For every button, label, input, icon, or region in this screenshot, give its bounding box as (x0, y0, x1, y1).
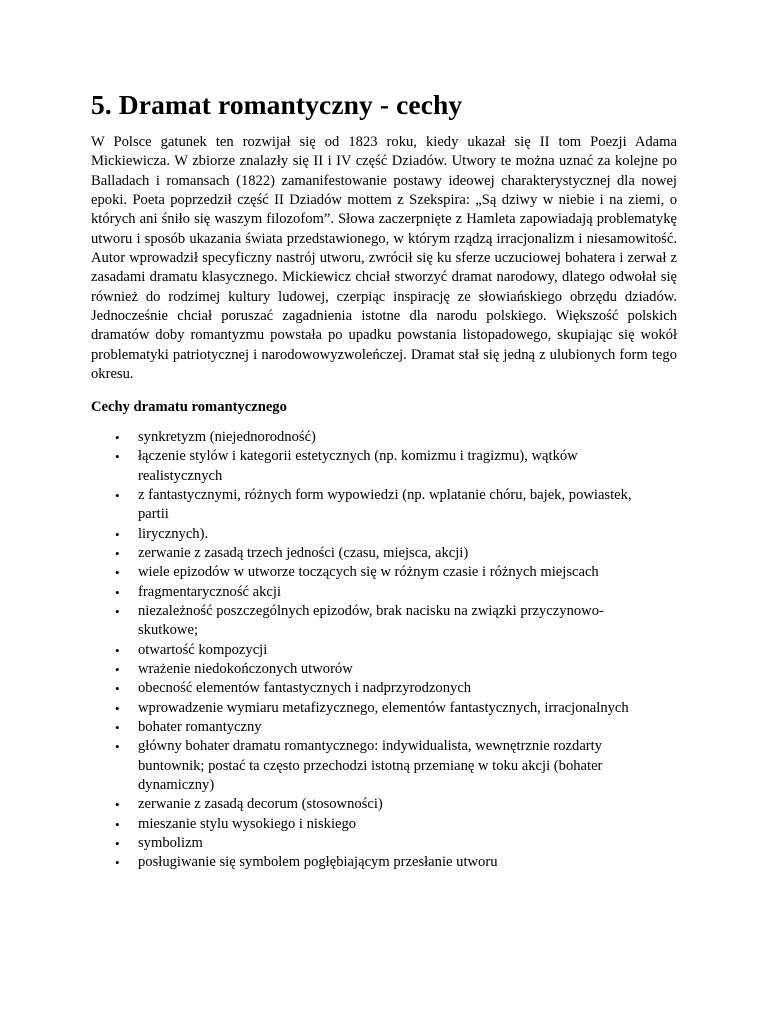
bullet-icon: • (115, 603, 120, 619)
list-item (115, 815, 677, 834)
bullet-icon: • (115, 661, 120, 677)
list-item-text: synkretyzm (niejednorodność) (138, 428, 316, 445)
bullet-icon: • (115, 700, 120, 716)
list-item-text: obecność elementów fantastycznych i nadprzyrodzonych (138, 680, 472, 697)
list-item (115, 447, 677, 486)
list-item (115, 679, 677, 698)
bullet-icon: • (115, 429, 120, 445)
features-heading: Cechy dramatu romantycznego (91, 399, 287, 416)
bullet-icon: • (115, 526, 120, 542)
list-item (115, 853, 677, 872)
list-item-text: łączenie stylów i kategorii estetycznych (np. komizmu i tragizmu), wątków realistycznych (138, 448, 578, 484)
list-item-text: mieszanie stylu wysokiego i niskiego (138, 815, 357, 832)
list-item-text: posługiwanie się symbolem pogłębiającym przesłanie utworu (138, 854, 498, 871)
list-item-text: symbolizm (138, 835, 203, 852)
list-item-text: niezależność poszczególnych epizodów, brak nacisku na związki przyczynowo-skutkowe; (138, 602, 604, 639)
list-item (115, 583, 677, 602)
list-item (115, 641, 677, 660)
list-item (115, 602, 677, 641)
list-item (115, 660, 677, 679)
list-item (115, 699, 677, 718)
bullet-icon: • (115, 642, 120, 658)
page-title: 5. Dramat romantyczny - cechy (91, 89, 463, 120)
bullet-icon: • (115, 855, 120, 871)
list-item (115, 563, 677, 582)
list-item-text: fragmentaryczność akcji (138, 583, 282, 600)
list-item-text: wiele epizodów w utworze toczących się w różnym czasie i różnych miejscach (138, 564, 599, 581)
bullet-icon: • (115, 681, 120, 697)
bullet-icon: • (115, 816, 120, 832)
bullet-icon: • (115, 487, 120, 503)
bullet-icon: • (115, 797, 120, 813)
list-item-text: zerwanie z zasadą trzech jedności (czasu, miejsca, akcji) (138, 544, 469, 561)
list-item (115, 718, 677, 737)
bullet-icon: • (115, 449, 120, 465)
list-item-text: otwartość kompozycji (138, 641, 268, 658)
intro-paragraph: W Polsce gatunek ten rozwijał się od 1823 roku, kiedy ukazał się II tom Poezji Adama Mickiewicza. W zbiorze znalazły się II i IV część Dziadów. Utwory te można uznać za kolejne po Balladach i romansach (1822) zamanifestowanie postawy ideowej charakterystycznej dla nowej epoki. Poeta poprzedził część II Dziadów mottem z Szekspira: „Są dziwy w niebie i na ziemi, o których ani śniło się waszym filozofom”. Słowa zaczerpnięte z Hamleta zapowiadają problematykę utworu i sposób ukazania świata przedstawionego, w którym rządzą irracjonalizm i niesamowitość. Autor wprowadził specyficzny nastrój utworu, zwrócił się ku sferze uczuciowej bohatera i zerwał z zasadami dramatu klasycznego. Mickiewicz chciał stworzyć dramat narodowy, dlatego odwołał się również do rodzimej kultury ludowej, czerpiąc inspirację ze słowiańskiego obrzędu dziadów. Jednocześnie chciał poruszać zagadnienia istotne dla narodu polskiego. Większość polskich dramatów doby romantyzmu powstała po upadku powstania listopadowego, skupiając się wokół problematyki patriotycznej i narodowowyzwoleńczej. Dramat stał się jedną z ulubionych form tego okresu. (91, 134, 677, 383)
list-item-text: z fantastycznymi, różnych form wypowiedzi (np. wplatanie chóru, bajek, powiastek, partii (138, 486, 632, 523)
features-list (91, 428, 677, 873)
list-item-text: wrażenie niedokończonych utworów (138, 660, 353, 677)
list-item (115, 795, 677, 814)
list-item-text: zerwanie z zasadą decorum (stosowności) (138, 796, 383, 813)
bullet-icon: • (115, 584, 120, 600)
list-item (115, 737, 677, 795)
list-item-text: wprowadzenie wymiaru metafizycznego, elementów fantastycznych, irracjonalnych (138, 699, 629, 716)
bullet-icon: • (115, 565, 120, 581)
list-item (115, 544, 677, 563)
bullet-icon: • (115, 545, 120, 561)
list-item (115, 834, 677, 853)
list-item (115, 486, 677, 525)
list-item (115, 525, 677, 544)
list-item-text: lirycznych). (138, 525, 209, 542)
bullet-icon: • (115, 836, 120, 852)
bullet-icon: • (115, 719, 120, 735)
list-item-text: bohater romantyczny (138, 718, 262, 735)
list-item (115, 428, 677, 447)
list-item-text: główny bohater dramatu romantycznego: indywidualista, wewnętrznie rozdarty buntownik; postać ta często przechodzi istotną przemianę w toku akcji (bohater dynamiczny) (138, 738, 603, 793)
bullet-icon: • (115, 739, 120, 755)
